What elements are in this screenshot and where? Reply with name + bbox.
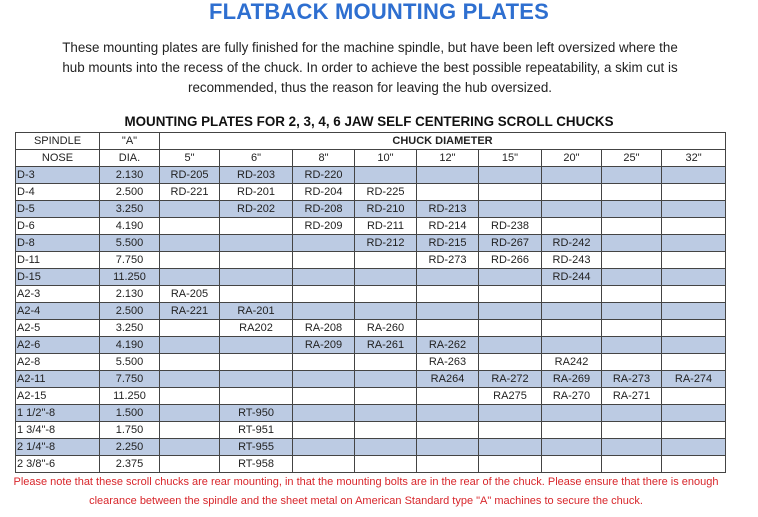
plate-part-cell: RA-205 (160, 286, 220, 303)
plate-part-cell (602, 320, 662, 337)
spindle-nose-cell: D-11 (16, 252, 100, 269)
plate-part-cell (662, 269, 726, 286)
table-row (16, 320, 726, 337)
plate-part-cell (355, 286, 417, 303)
plate-part-cell (160, 371, 220, 388)
plate-part-cell (542, 456, 602, 473)
plate-part-cell (417, 286, 479, 303)
plate-part-cell (355, 456, 417, 473)
plate-part-cell (355, 371, 417, 388)
table-title: MOUNTING PLATES FOR 2, 3, 4, 6 JAW SELF CENTERING SCROLL CHUCKS (124, 114, 614, 129)
plate-part-cell: RD-213 (417, 201, 479, 218)
plate-part-cell (662, 337, 726, 354)
plate-part-cell (160, 388, 220, 405)
plate-part-cell (542, 405, 602, 422)
plate-part-cell (662, 439, 726, 456)
plate-part-cell (662, 286, 726, 303)
plate-part-cell (417, 456, 479, 473)
plate-part-cell: RD-214 (417, 218, 479, 235)
plate-part-cell: RD-243 (542, 252, 602, 269)
rear-mounting-note: Please note that these scroll chucks are rear mounting, in that the mounting bolts are in the rear of the chuck. Please ensure that there is enough clearance between the spindle and the sheet metal on American Standard type "A" machines to secure the chuck. (13, 476, 719, 507)
plate-part-cell (160, 354, 220, 371)
plate-part-cell (602, 422, 662, 439)
a-dia-cell: 5.500 (100, 354, 160, 371)
table-row (16, 184, 726, 201)
plate-part-cell (355, 422, 417, 439)
plate-part-cell (602, 235, 662, 252)
table-row (16, 286, 726, 303)
spindle-nose-cell: D-4 (16, 184, 100, 201)
plate-part-cell (542, 439, 602, 456)
plate-part-cell (662, 218, 726, 235)
plate-part-cell (602, 456, 662, 473)
plate-part-cell (160, 235, 220, 252)
plate-part-cell (417, 184, 479, 201)
plate-part-cell (602, 167, 662, 184)
plate-part-cell (220, 354, 293, 371)
a-dia-cell: 2.250 (100, 439, 160, 456)
header-dia: DIA. (100, 150, 160, 167)
plate-part-cell: RA-263 (417, 354, 479, 371)
header-chuck-diameter: CHUCK DIAMETER (160, 133, 726, 150)
plate-part-cell (160, 405, 220, 422)
plate-part-cell: RD-273 (417, 252, 479, 269)
a-dia-cell: 11.250 (100, 269, 160, 286)
spindle-nose-cell: A2-11 (16, 371, 100, 388)
table-row (16, 456, 726, 473)
a-dia-cell: 2.500 (100, 184, 160, 201)
plate-part-cell: RD-212 (355, 235, 417, 252)
plate-part-cell (417, 388, 479, 405)
header-size-8: 8" (293, 150, 355, 167)
plate-part-cell: RA-271 (602, 388, 662, 405)
page-title: FLATBACK MOUNTING PLATES (208, 0, 550, 24)
plate-part-cell (417, 303, 479, 320)
table-row (16, 201, 726, 218)
plate-part-cell: RA242 (542, 354, 602, 371)
plate-part-cell (542, 286, 602, 303)
plate-part-cell: RD-201 (220, 184, 293, 201)
spindle-nose-cell: A2-5 (16, 320, 100, 337)
plate-part-cell (160, 422, 220, 439)
spindle-nose-cell: A2-15 (16, 388, 100, 405)
a-dia-cell: 7.750 (100, 371, 160, 388)
plate-part-cell: RA-201 (220, 303, 293, 320)
spindle-nose-cell: A2-4 (16, 303, 100, 320)
plate-part-cell (160, 201, 220, 218)
plate-part-cell: RT-958 (220, 456, 293, 473)
plate-part-cell (293, 269, 355, 286)
plate-part-cell (220, 269, 293, 286)
plate-part-cell (542, 337, 602, 354)
header-size-12: 12" (417, 150, 479, 167)
plate-part-cell (542, 320, 602, 337)
table-row (16, 354, 726, 371)
plate-part-cell (602, 184, 662, 201)
table-body (16, 133, 726, 473)
spindle-nose-cell: D-5 (16, 201, 100, 218)
a-dia-cell: 4.190 (100, 337, 160, 354)
table-row (16, 388, 726, 405)
plate-part-cell: RD-266 (479, 252, 542, 269)
intro-paragraph: These mounting plates are fully finished for the machine spindle, but have been left oversized where the hub mounts into the recess of the chuck. In order to achieve the best possible repeatability, a skim cut is recommended, thus the reason for leaving the hub oversized. (62, 40, 678, 95)
plate-part-cell (602, 252, 662, 269)
plate-part-cell: RD-238 (479, 218, 542, 235)
table-row (16, 371, 726, 388)
header-size-15: 15" (479, 150, 542, 167)
table-row (16, 422, 726, 439)
plate-part-cell: RA-260 (355, 320, 417, 337)
a-dia-cell: 1.500 (100, 405, 160, 422)
plate-part-cell (542, 422, 602, 439)
plate-part-cell: RD-203 (220, 167, 293, 184)
plate-part-cell: RD-267 (479, 235, 542, 252)
plate-part-cell (417, 167, 479, 184)
plate-part-cell (220, 252, 293, 269)
spindle-nose-cell: 1 1/2"-8 (16, 405, 100, 422)
plate-part-cell: RA-269 (542, 371, 602, 388)
header-row-1 (16, 133, 726, 150)
plate-part-cell (479, 405, 542, 422)
plate-part-cell (479, 184, 542, 201)
plate-part-cell (160, 269, 220, 286)
plate-part-cell (662, 422, 726, 439)
plate-part-cell (417, 422, 479, 439)
plate-part-cell (662, 405, 726, 422)
plate-part-cell (160, 337, 220, 354)
table-row (16, 218, 726, 235)
plate-part-cell (220, 337, 293, 354)
plate-part-cell: RA264 (417, 371, 479, 388)
plate-part-cell (602, 218, 662, 235)
plate-part-cell (479, 320, 542, 337)
plate-part-cell (602, 201, 662, 218)
plate-part-cell (602, 439, 662, 456)
table-row (16, 337, 726, 354)
plate-part-cell: RA-274 (662, 371, 726, 388)
plate-part-cell: RA-270 (542, 388, 602, 405)
spindle-nose-cell: 2 3/8"-6 (16, 456, 100, 473)
plate-part-cell: RD-220 (293, 167, 355, 184)
a-dia-cell: 2.500 (100, 303, 160, 320)
plate-part-cell (220, 218, 293, 235)
plate-part-cell (160, 252, 220, 269)
plate-part-cell: RD-208 (293, 201, 355, 218)
plate-part-cell (479, 456, 542, 473)
mounting-plates-table (15, 132, 726, 473)
plate-part-cell: RA-272 (479, 371, 542, 388)
plate-part-cell (160, 320, 220, 337)
plate-part-cell: RD-202 (220, 201, 293, 218)
a-dia-cell: 2.130 (100, 286, 160, 303)
plate-part-cell (355, 439, 417, 456)
plate-part-cell (293, 286, 355, 303)
a-dia-cell: 4.190 (100, 218, 160, 235)
plate-part-cell: RD-210 (355, 201, 417, 218)
plate-part-cell: RT-951 (220, 422, 293, 439)
plate-part-cell (355, 303, 417, 320)
a-dia-cell: 7.750 (100, 252, 160, 269)
plate-part-cell: RD-205 (160, 167, 220, 184)
spindle-nose-cell: 1 3/4"-8 (16, 422, 100, 439)
plate-part-cell: RT-950 (220, 405, 293, 422)
plate-part-cell (542, 303, 602, 320)
plate-part-cell: RA-273 (602, 371, 662, 388)
header-size-10: 10" (355, 150, 417, 167)
plate-part-cell (479, 286, 542, 303)
plate-part-cell (220, 235, 293, 252)
plate-part-cell (355, 388, 417, 405)
a-dia-cell: 3.250 (100, 201, 160, 218)
header-nose: NOSE (16, 150, 100, 167)
header-row-2 (16, 150, 726, 167)
plate-part-cell (293, 388, 355, 405)
plate-part-cell (293, 371, 355, 388)
table-row (16, 252, 726, 269)
plate-part-cell (160, 456, 220, 473)
plate-part-cell: RD-242 (542, 235, 602, 252)
plate-part-cell (355, 252, 417, 269)
plate-part-cell (355, 269, 417, 286)
plate-part-cell: RD-204 (293, 184, 355, 201)
plate-part-cell (417, 269, 479, 286)
header-size-20: 20" (542, 150, 602, 167)
plate-part-cell (602, 405, 662, 422)
a-dia-cell: 2.130 (100, 167, 160, 184)
header-size-6: 6" (220, 150, 293, 167)
plate-part-cell: RA-262 (417, 337, 479, 354)
plate-part-cell (293, 303, 355, 320)
plate-part-cell (220, 388, 293, 405)
plate-part-cell (417, 320, 479, 337)
plate-part-cell: RA275 (479, 388, 542, 405)
table-row (16, 235, 726, 252)
plate-part-cell (662, 252, 726, 269)
plate-part-cell: RD-215 (417, 235, 479, 252)
a-dia-cell: 2.375 (100, 456, 160, 473)
plate-part-cell (160, 218, 220, 235)
header-a-quote: "A" (100, 133, 160, 150)
plate-part-cell (662, 184, 726, 201)
plate-part-cell (602, 286, 662, 303)
plate-part-cell (602, 269, 662, 286)
plate-part-cell: RD-221 (160, 184, 220, 201)
plate-part-cell (602, 354, 662, 371)
plate-part-cell: RD-225 (355, 184, 417, 201)
spindle-nose-cell: A2-3 (16, 286, 100, 303)
plate-part-cell (479, 439, 542, 456)
plate-part-cell (662, 388, 726, 405)
spindle-nose-cell: D-3 (16, 167, 100, 184)
spindle-nose-cell: D-6 (16, 218, 100, 235)
plate-part-cell (662, 167, 726, 184)
spindle-nose-cell: D-15 (16, 269, 100, 286)
plate-part-cell (417, 439, 479, 456)
spindle-nose-cell: D-8 (16, 235, 100, 252)
plate-part-cell (355, 354, 417, 371)
spindle-nose-cell: A2-8 (16, 354, 100, 371)
plate-part-cell (662, 303, 726, 320)
plate-part-cell (417, 405, 479, 422)
plate-part-cell (662, 235, 726, 252)
plate-part-cell (293, 252, 355, 269)
plate-part-cell (542, 201, 602, 218)
table-row (16, 303, 726, 320)
plate-part-cell (293, 405, 355, 422)
plate-part-cell (293, 439, 355, 456)
table-row (16, 439, 726, 456)
plate-part-cell (542, 218, 602, 235)
table-row (16, 269, 726, 286)
plate-part-cell (479, 167, 542, 184)
header-size-25: 25" (602, 150, 662, 167)
plate-part-cell (293, 354, 355, 371)
plate-part-cell (479, 303, 542, 320)
plate-part-cell (662, 201, 726, 218)
plate-part-cell (293, 456, 355, 473)
plate-part-cell: RT-955 (220, 439, 293, 456)
plate-part-cell (542, 184, 602, 201)
plate-part-cell (602, 337, 662, 354)
plate-part-cell (542, 167, 602, 184)
plate-part-cell: RD-211 (355, 218, 417, 235)
plate-part-cell (479, 354, 542, 371)
a-dia-cell: 11.250 (100, 388, 160, 405)
header-size-5: 5" (160, 150, 220, 167)
plate-part-cell (479, 337, 542, 354)
plate-part-cell (355, 405, 417, 422)
plate-part-cell: RA-221 (160, 303, 220, 320)
plate-part-cell (479, 269, 542, 286)
plate-part-cell (160, 439, 220, 456)
a-dia-cell: 3.250 (100, 320, 160, 337)
plate-part-cell (293, 422, 355, 439)
plate-part-cell: RD-209 (293, 218, 355, 235)
plate-part-cell (479, 422, 542, 439)
a-dia-cell: 1.750 (100, 422, 160, 439)
table-row (16, 167, 726, 184)
table-row (16, 405, 726, 422)
plate-part-cell: RA-208 (293, 320, 355, 337)
plate-part-cell (220, 371, 293, 388)
spindle-nose-cell: 2 1/4"-8 (16, 439, 100, 456)
plate-part-cell: RA202 (220, 320, 293, 337)
header-size-32: 32" (662, 150, 726, 167)
plate-part-cell: RD-244 (542, 269, 602, 286)
header-spindle: SPINDLE (16, 133, 100, 150)
plate-part-cell (662, 456, 726, 473)
plate-part-cell (662, 354, 726, 371)
plate-part-cell: RA-209 (293, 337, 355, 354)
plate-part-cell (355, 167, 417, 184)
plate-part-cell: RA-261 (355, 337, 417, 354)
plate-part-cell (479, 201, 542, 218)
plate-part-cell (220, 286, 293, 303)
plate-part-cell (662, 320, 726, 337)
plate-part-cell (293, 235, 355, 252)
a-dia-cell: 5.500 (100, 235, 160, 252)
spindle-nose-cell: A2-6 (16, 337, 100, 354)
plate-part-cell (602, 303, 662, 320)
